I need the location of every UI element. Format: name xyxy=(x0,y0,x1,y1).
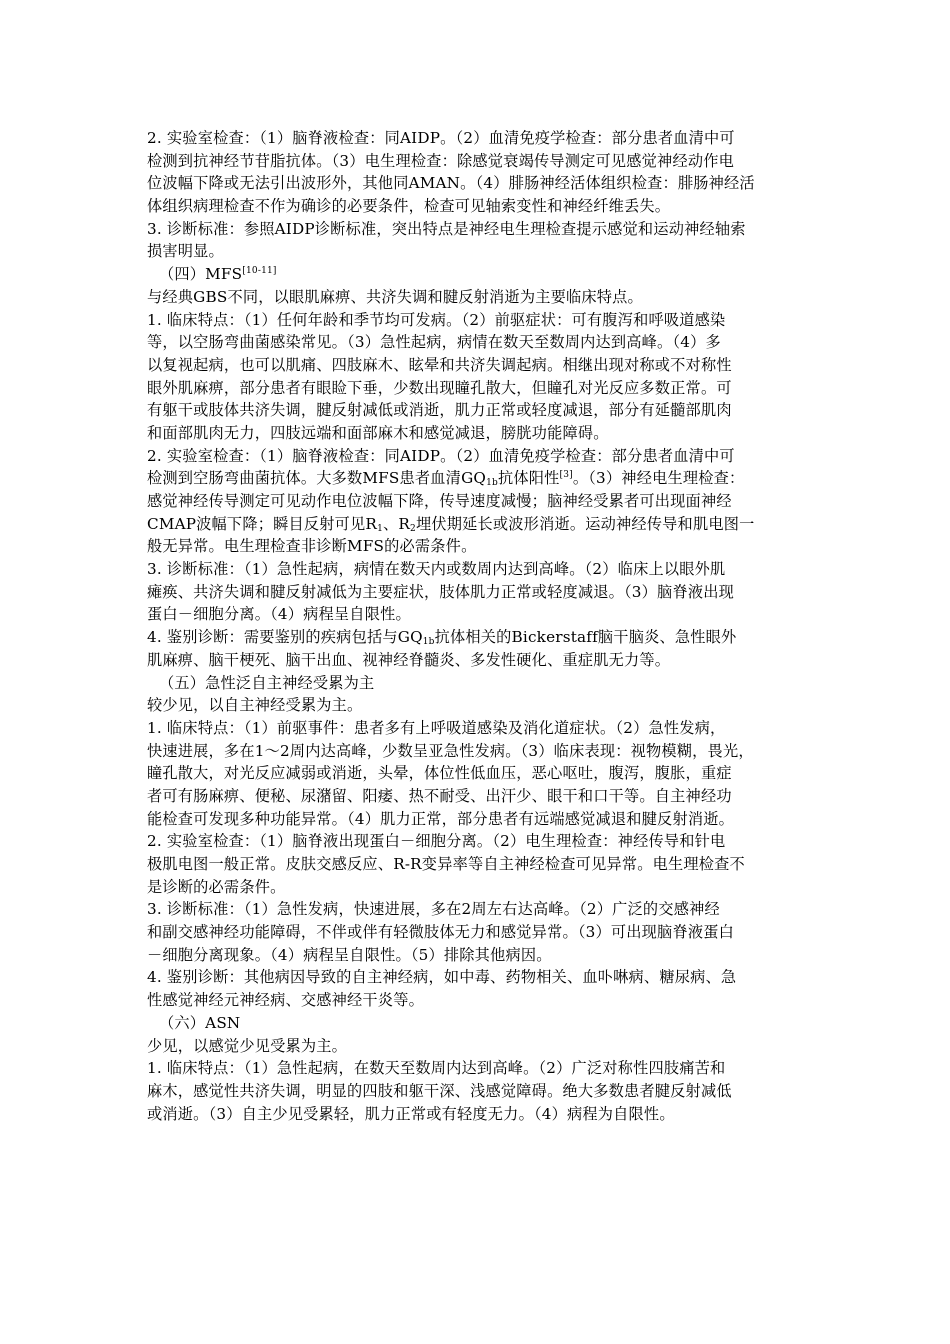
text-segment: 。（3）神经电生理检查： xyxy=(572,469,745,488)
text-segment: －细胞分离现象。（4）病程呈自限性。（5）排除其他病因。 xyxy=(147,945,552,964)
text-line xyxy=(147,513,811,536)
text-segment: 2. 实验室检查：（1）脑脊液出现蛋白－细胞分离。（2）电生理检查：神经传导和针电 xyxy=(147,832,726,851)
text-line xyxy=(147,603,811,626)
text-segment: 般无异常。电生理检查非诊断MFS的必需条件。 xyxy=(147,537,477,556)
text-line xyxy=(147,490,811,513)
text-segment: 2. 实验室检查：（1）脑脊液检查：同AIDP。（2）血清免疫学检查：部分患者血清中可 xyxy=(147,446,735,465)
text-segment: 感觉神经传导测定可见动作电位波幅下降，传导速度减慢；脑神经受累者可出现面神经 xyxy=(147,492,732,510)
text-line xyxy=(147,740,811,763)
text-line xyxy=(147,989,811,1012)
text-segment: 、R xyxy=(383,514,411,533)
text-line xyxy=(147,694,811,717)
text-segment: 3. 诊断标准：（1）急性起病，病情在数天内或数周内达到高峰。（2）临床上以眼外肌 xyxy=(147,560,726,579)
text-segment: 3. 诊断标准：参照AIDP诊断标准，突出特点是神经电生理检查提示感觉和运动神经轴索 xyxy=(147,219,746,238)
text-line xyxy=(147,172,811,195)
text-segment: 眼外肌麻痹，部分患者有眼睑下垂，少数出现瞳孔散大，但瞳孔对光反应多数正常。可 xyxy=(147,378,732,397)
text-segment: 和副交感神经功能障碍，不伴或伴有轻微肢体无力和感觉异常。（3）可出现脑脊液蛋白 xyxy=(147,923,734,942)
text-segment: 1. 临床特点：（1）任何年龄和季节均可发病。（2）前驱症状：可有腹泻和呼吸道感染 xyxy=(147,310,726,329)
text-segment: 以复视起病，也可以肌痛、四肢麻木、眩晕和共济失调起病。相继出现对称或不对称性 xyxy=(147,355,732,374)
text-segment: 或消逝。（3）自主少见受累轻，肌力正常或有轻度无力。（4）病程为自限性。 xyxy=(147,1104,675,1123)
text-line xyxy=(147,762,811,785)
text-segment: 2. 实验室检查：（1）脑脊液检查：同AIDP。（2）血清免疫学检查：部分患者血清中可 xyxy=(147,129,735,147)
text-line xyxy=(147,127,811,150)
text-line xyxy=(147,785,811,808)
text-line xyxy=(147,218,811,241)
section-heading xyxy=(147,263,811,286)
text-line xyxy=(147,808,811,831)
text-line xyxy=(147,1035,811,1058)
text-segment: （五）急性泛自主神经受累为主 xyxy=(159,673,375,692)
text-line xyxy=(147,921,811,944)
text-segment: 埋伏期延长或波形消逝。运动神经传导和肌电图一 xyxy=(415,514,755,533)
text-segment: 体组织病理检查不作为确诊的必要条件，检查可见轴索变性和神经纤维丢失。 xyxy=(147,197,671,216)
text-segment: 与经典GBS不同，以眼肌麻痹、共济失调和腱反射消逝为主要临床特点。 xyxy=(147,287,643,306)
text-line xyxy=(147,717,811,740)
text-segment: 麻木，感觉性共济失调，明显的四肢和躯干深、浅感觉障碍。绝大多数患者腱反射减低 xyxy=(147,1081,732,1100)
text-line xyxy=(147,898,811,921)
subscript: 2 xyxy=(410,523,416,534)
text-segment: 是诊断的必需条件。 xyxy=(147,877,286,896)
text-line xyxy=(147,853,811,876)
text-segment: 能检查可发现多种功能异常。（4）肌力正常，部分患者有远端感觉减退和腱反射消逝。 xyxy=(147,809,734,828)
subscript: 1b xyxy=(486,478,498,489)
text-line xyxy=(147,944,811,967)
text-line xyxy=(147,581,811,604)
superscript: [3] xyxy=(559,470,573,481)
text-line xyxy=(147,286,811,309)
text-line xyxy=(147,377,811,400)
text-segment: 有躯干或肢体共济失调，腱反射减低或消逝，肌力正常或轻度减退，部分有延髓部肌肉 xyxy=(147,401,732,420)
text-line xyxy=(147,195,811,218)
text-segment: 瘫痪、共济失调和腱反射减低为主要症状，肢体肌力正常或轻度减退。（3）脑脊液出现 xyxy=(147,582,734,601)
text-segment: 蛋白－细胞分离。（4）病程呈自限性。 xyxy=(147,605,411,624)
text-line xyxy=(147,649,811,672)
text-line xyxy=(147,558,811,581)
text-line xyxy=(147,309,811,332)
text-segment: 4. 鉴别诊断：其他病因导致的自主神经病，如中毒、药物相关、血卟啉病、糖尿病、急 xyxy=(147,968,737,987)
text-segment: 损害明显。 xyxy=(147,242,224,261)
text-segment: 和面部肌肉无力，四肢远端和面部麻木和感觉减退，膀胱功能障碍。 xyxy=(147,423,609,442)
text-segment: 极肌电图一般正常。皮肤交感反应、R-R变异率等自主神经检查可见异常。电生理检查不 xyxy=(147,855,745,873)
text-line xyxy=(147,966,811,989)
text-segment: （六）ASN xyxy=(159,1013,241,1032)
text-segment: 快速进展，多在1～2周内达高峰，少数呈亚急性发病。（3）临床表现：视物模糊，畏光， xyxy=(147,741,754,760)
document-page xyxy=(147,127,811,1125)
subscript: 1 xyxy=(377,523,383,534)
text-line xyxy=(147,240,811,263)
subscript: 1b xyxy=(422,637,435,648)
text-line xyxy=(147,626,811,649)
text-segment: 检测到空肠弯曲菌抗体。大多数MFS患者血清GQ xyxy=(147,469,487,488)
text-segment: 抗体阳性 xyxy=(497,469,560,488)
text-line xyxy=(147,1057,811,1080)
text-line xyxy=(147,150,811,173)
text-segment: 1. 临床特点：（1）前驱事件：患者多有上呼吸道感染及消化道症状。（2）急性发病， xyxy=(147,718,726,737)
text-line xyxy=(147,1103,811,1126)
text-line xyxy=(147,331,811,354)
text-segment: 3. 诊断标准：（1）急性发病，快速进展，多在2周左右达高峰。（2）广泛的交感神经 xyxy=(147,900,720,919)
text-segment: 检测到抗神经节苷脂抗体。（3）电生理检查：除感觉衰竭传导测定可见感觉神经动作电 xyxy=(147,151,734,170)
text-line xyxy=(147,830,811,853)
text-segment: 性感觉神经元神经病、交感神经干炎等。 xyxy=(147,991,424,1010)
text-line xyxy=(147,399,811,422)
text-line xyxy=(147,422,811,445)
text-line xyxy=(147,535,811,558)
section-heading xyxy=(147,672,811,695)
text-segment: （四）MFS xyxy=(159,265,243,284)
text-line xyxy=(147,467,811,490)
text-line xyxy=(147,1080,811,1103)
text-segment: 等，以空肠弯曲菌感染常见。（3）急性起病，病情在数天至数周内达到高峰。（4）多 xyxy=(147,333,721,352)
text-line xyxy=(147,354,811,377)
text-segment: 者可有肠麻痹、便秘、尿潴留、阳痿、热不耐受、出汗少、眼干和口干等。自主神经功 xyxy=(147,786,732,805)
text-segment: 肌麻痹、脑干梗死、脑干出血、视神经脊髓炎、多发性硬化、重症肌无力等。 xyxy=(147,650,671,669)
text-segment: 较少见，以自主神经受累为主。 xyxy=(147,696,363,715)
text-segment: 4. 鉴别诊断：需要鉴别的疾病包括与GQ xyxy=(147,628,423,647)
text-segment: 1. 临床特点：（1）急性起病，在数天至数周内达到高峰。（2）广泛对称性四肢痛苦和 xyxy=(147,1059,726,1078)
text-segment: 少见，以感觉少见受累为主。 xyxy=(147,1036,348,1055)
text-segment: CMAP波幅下降；瞬目反射可见R xyxy=(147,514,378,533)
text-line xyxy=(147,445,811,468)
text-line xyxy=(147,876,811,899)
section-heading xyxy=(147,1012,811,1035)
text-segment: 抗体相关的Bickerstaff脑干脑炎、急性眼外 xyxy=(434,628,737,647)
text-segment: 位波幅下降或无法引出波形外，其他同AMAN。（4）腓肠神经活体组织检查：腓肠神经活 xyxy=(147,174,755,193)
text-segment: 瞳孔散大，对光反应减弱或消逝，头晕，体位性低血压，恶心呕吐，腹泻，腹胀，重症 xyxy=(147,764,732,783)
superscript: [10-11] xyxy=(242,266,277,277)
